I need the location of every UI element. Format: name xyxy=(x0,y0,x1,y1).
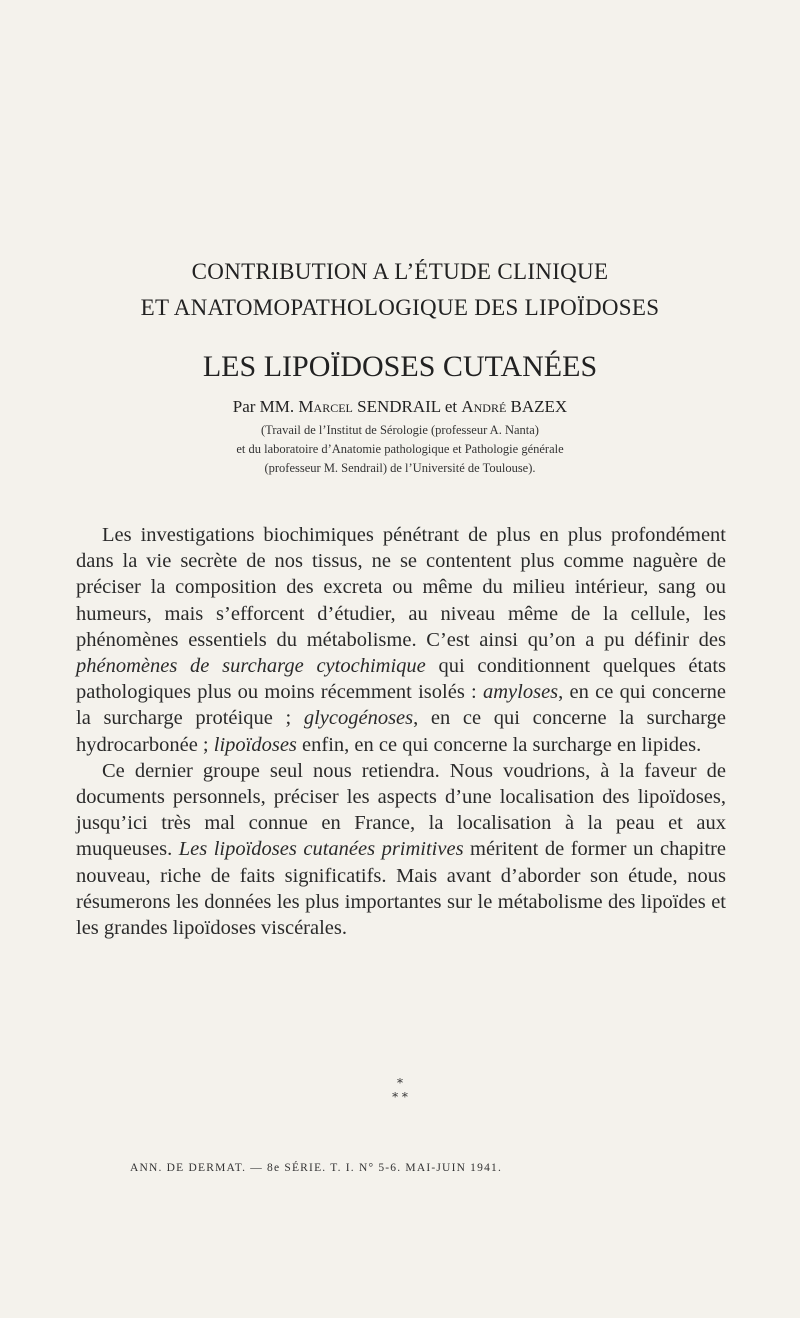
text-run: qui conditionnent quelques états pathologiques plus ou moins récemment isolés : xyxy=(76,655,726,704)
text-run: Les investigations biochimiques pénétrant de plus en plus profondément dans la vie secrète de nos tissus, ne se contentent plus comme naguère de préciser la composition des excreta ou même du milieu intérieur, sang ou humeurs, mais s’efforcent d’étudier, au niveau même de la cellule, les phénomènes essentiels du métabolisme. C’est ainsi qu’on a pu définir des xyxy=(76,524,726,651)
text-run: Ce dernier groupe seul nous retiendra. Nous voudrions, à la faveur de documents personnels, préciser les aspects d’une localisation des lipoïdoses, jusqu’ici très mal connue en France, la localisation à la peau et aux muqueuses. xyxy=(76,759,726,861)
article-body xyxy=(76,522,726,941)
paragraph-2 xyxy=(76,758,726,941)
italic-term: lipoïdoses xyxy=(213,733,297,756)
affiliation-line: et du laboratoire d’Anatomie pathologique et Pathologie générale xyxy=(236,442,564,456)
affiliation xyxy=(90,421,710,478)
text-run: méritent de former un chapitre nouveau, riche de faits significatifs. Mais avant d’aborder son étude, nous résumerons les données les plus importantes sur le métabolisme des lipoïdes et les grandes lipoïdoses viscérales. xyxy=(76,838,726,940)
italic-term: phénomènes de surcharge cytochimique xyxy=(76,655,426,678)
italic-term: Les lipoïdoses cutanées primitives xyxy=(178,838,464,861)
text-run: , en ce qui concerne la surcharge hydrocarbonée ; xyxy=(76,707,726,756)
title-line-1: CONTRIBUTION A L’ÉTUDE CLINIQUE xyxy=(191,259,609,284)
italic-term: amyloses xyxy=(483,681,559,704)
byline-conjunction: et xyxy=(444,397,458,416)
affiliation-line: (Travail de l’Institut de Sérologie (professeur A. Nanta) xyxy=(261,423,539,437)
article-subtitle: LES LIPOÏDOSES CUTANÉES xyxy=(202,350,598,383)
author1-last-name: SENDRAIL xyxy=(357,397,441,416)
text-run: enfin, en ce qui concerne la surcharge en lipides. xyxy=(296,733,702,756)
affiliation-line: (professeur M. Sendrail) de l’Université de Toulouse). xyxy=(264,461,536,475)
journal-footer: ANN. DE DERMAT. — 8e SÉRIE. T. I. N° 5-6. MAI-JUIN 1941. xyxy=(130,1162,503,1174)
author2-last-name: BAZEX xyxy=(510,397,568,416)
title-line-2: ET ANATOMOPATHOLOGIQUE DES LIPOÏDOSES xyxy=(140,295,660,320)
italic-term: glycogénoses xyxy=(303,707,414,730)
paragraph-1 xyxy=(76,522,726,758)
byline xyxy=(90,397,710,417)
byline-prefix: Par MM. xyxy=(232,397,295,416)
asterisk-top: * xyxy=(397,1076,403,1090)
author2-first-name: André xyxy=(461,397,507,416)
author1-first-name: Marcel xyxy=(298,397,353,416)
text-run: , en ce qui concerne la surcharge protéique ; xyxy=(76,681,726,730)
asterisk-bottom: * * xyxy=(392,1090,408,1104)
article-title xyxy=(90,254,710,326)
section-separator xyxy=(0,1076,800,1104)
